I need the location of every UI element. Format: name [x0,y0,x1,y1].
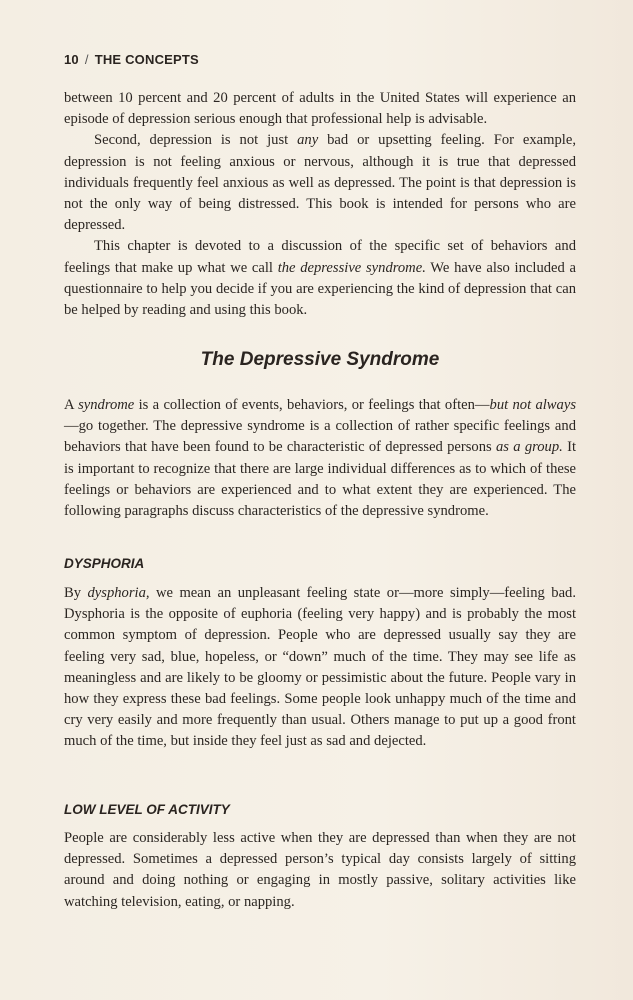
section-title: The Depressive Syndrome [200,349,440,370]
syndrome-text [64,395,576,522]
running-head [64,52,199,67]
activity-heading: LOW LEVEL OF ACTIVITY [64,802,230,817]
intro-paragraph-3: This chapter is devoted to a discussion of the specific set of behaviors and feelings that make up what we call the depressive syndrome. We have also included a questionnaire to help you decide if you are experiencing the kind of depression that can be helped by reading and using this book. [64,238,576,319]
dysphoria-heading: DYSPHORIA [64,556,145,571]
chapter-title: THE CONCEPTS [94,52,199,67]
dysphoria-text [64,583,576,753]
intro-paragraph-1: between 10 percent and 20 percent of adults in the United States will experience an episode of depression serious enough that professional help is advisable. [64,90,576,128]
syndrome-paragraph: A syndrome is a collection of events, behaviors, or feelings that often—but not always—go together. The depressive syndrome is a collection of rather specific feelings and behaviors that have been found to be characteristic of depressed persons as a group. It is important to recognize that there are large individual differences as to which of these feelings or behaviors are experienced and to what extent they are experienced. The following paragraphs discuss characteristics of the depressive syndrome. [64,397,577,520]
page-number: 10 [64,52,79,67]
activity-text [64,828,576,913]
intro-text [64,88,576,321]
intro-paragraph-2: Second, depression is not just any bad or upsetting feeling. For example, depression is not feeling anxious or nervous, although it is true that depressed individuals frequently feel anxious as well as depressed. The point is that depression is not the only way of being distressed. This book is intended for persons who are depressed. [64,132,576,234]
dysphoria-paragraph: By dysphoria, we mean an unpleasant feeling state or—more simply—feeling bad. Dysphoria is the opposite of euphoria (feeling very happy) and is probably the most common symptom of depression. People who are depressed usually say they are feeling very sad, blue, hopeless, or “down” much of the time. They may see life as meaningless and are likely to be gloomy or pessimistic about the future. People vary in how they express these bad feelings. Some people look unhappy much of the time and cry very easily and more frequently than usual. Others manage to put up a good front much of the time, but inside they feel just as sad and dejected. [64,585,577,750]
activity-paragraph: People are considerably less active when they are depressed than when they are not depressed. Sometimes a depressed person’s typical day consists largely of sitting around and doing nothing or engaging in mostly passive, solitary activities like watching television, eating, or napping. [64,830,576,910]
running-head-separator: / [84,52,89,67]
